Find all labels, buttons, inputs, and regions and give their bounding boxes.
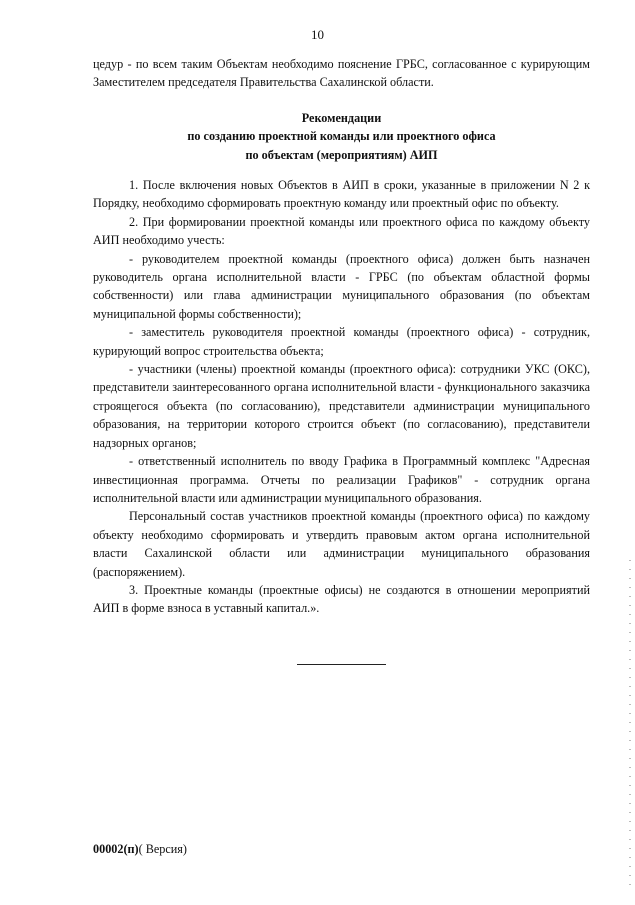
scan-artifact-dots bbox=[629, 560, 631, 890]
paragraph-personal-composition: Персональный состав участников проектной команды (проектного офиса) по каждому объекту необходимо сформировать и утвердить правовым актом органа исполнительной власти Сахалинской области или администрации муниципального образования (распоряжением). bbox=[93, 509, 590, 579]
footer-version: ( Версия) bbox=[138, 842, 187, 856]
paragraph-deputy-leader: - заместитель руководителя проектной команды (проектного офиса) - сотрудник, курирующий вопрос строительства объекта; bbox=[93, 325, 590, 358]
section-heading bbox=[93, 109, 590, 164]
document-footer bbox=[93, 842, 187, 857]
paragraph-item-1: 1. После включения новых Объектов в АИП в сроки, указанные в приложении N 2 к Порядку, необходимо сформировать проектную команду или проектный офис по объекту. bbox=[93, 178, 590, 211]
paragraph-team-members: - участники (члены) проектной команды (проектного офиса): сотрудники УКС (ОКС), представители заинтересованного органа исполнительной власти - функционального заказчика строящегося объекта (по согласованию), представители администрации муниципального образования, на территории которого строится объект (по согласованию), представители надзорных органов; bbox=[93, 362, 590, 450]
page-number: 10 bbox=[311, 27, 324, 42]
heading-line-2: по созданию проектной команды или проектного офиса bbox=[187, 129, 496, 144]
heading-line-3: по объектам (мероприятиям) АИП bbox=[245, 147, 438, 162]
paragraph-item-2: 2. При формировании проектной команды или проектного офиса по каждому объекту АИП необходимо учесть: bbox=[93, 214, 590, 248]
footer-code: 00002(п) bbox=[93, 842, 139, 856]
paragraph-item-3: 3. Проектные команды (проектные офисы) не создаются в отношении мероприятий АИП в форме взноса в уставный капитал.». bbox=[93, 582, 590, 616]
end-divider-line bbox=[297, 664, 386, 665]
recommendations-body bbox=[93, 176, 590, 618]
heading-line-1: Рекомендации bbox=[301, 111, 382, 125]
intro-paragraph: цедур - по всем таким Объектам необходимо пояснение ГРБС, согласованное с курирующим Заместителем председателя Правительства Сахалинской области. bbox=[93, 57, 590, 90]
paragraph-project-leader: - руководителем проектной команды (проектного офиса) должен быть назначен руководитель органа исполнительной власти - ГРБС (по объектам областной формы собственности) или глава администрации муниципального образования (по объектам муниципальной формы собственности); bbox=[93, 251, 590, 321]
paragraph-responsible-executor: - ответственный исполнитель по вводу Графика в Программный комплекс "Адресная инвестиционная программа. Отчеты по реализации Графиков" - сотрудник органа исполнительной власти или администрации муниципального образования. bbox=[93, 454, 590, 505]
